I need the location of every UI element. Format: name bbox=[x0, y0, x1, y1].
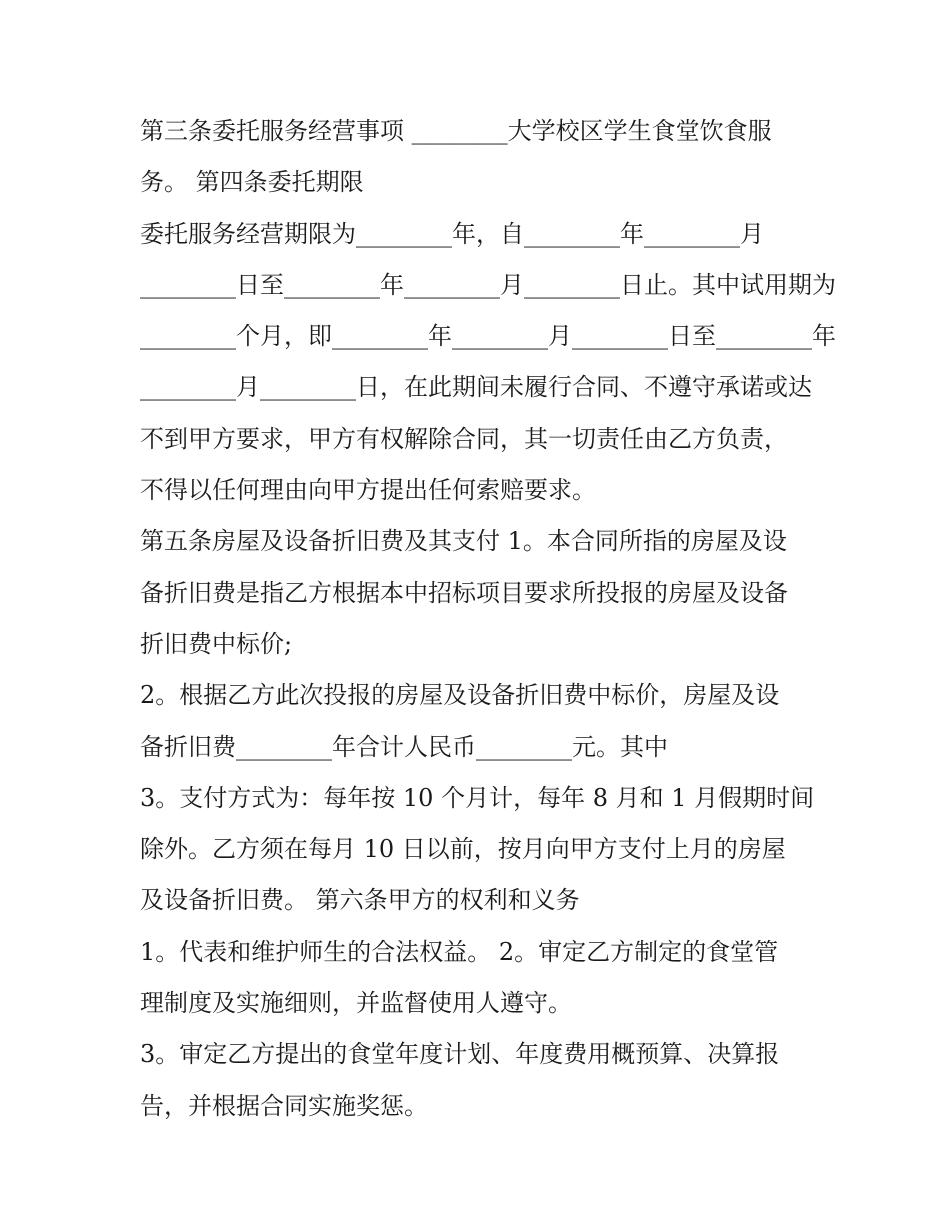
text-line: ________月________日，在此期间未履行合同、不遵守承诺或达 bbox=[140, 373, 812, 402]
text-line: 除外。乙方须在每月 10 日以前，按月向甲方支付上月的房屋 bbox=[140, 835, 786, 864]
text-line: 第五条房屋及设备折旧费及其支付 1。本合同所指的房屋及设 bbox=[140, 527, 787, 556]
text-line: ________个月，即________年________月________日至________年 bbox=[140, 322, 836, 351]
text-line: 不到甲方要求，甲方有权解除合同，其一切责任由乙方负责， bbox=[140, 424, 788, 453]
text-line: 务。 第四条委托期限 bbox=[140, 168, 364, 197]
text-line: 及设备折旧费。 第六条甲方的权利和义务 bbox=[140, 886, 580, 915]
contract-text bbox=[140, 106, 836, 1132]
text-line: 3。审定乙方提出的食堂年度计划、年度费用概预算、决算报 bbox=[140, 1040, 780, 1069]
text-line: 委托服务经营期限为________年，自________年________月 bbox=[140, 219, 764, 248]
text-line: 理制度及实施细则，并监督使用人遵守。 bbox=[140, 989, 572, 1018]
text-line: 第三条委托服务经营事项 ________大学校区学生食堂饮食服 bbox=[140, 117, 772, 145]
text-line: 备折旧费________年合计人民币________元。其中 bbox=[140, 732, 668, 761]
text-line: 3。支付方式为：每年按 10 个月计，每年 8 月和 1 月假期时间 bbox=[140, 783, 815, 812]
text-line: 不得以任何理由向甲方提出任何索赔要求。 bbox=[140, 476, 596, 505]
text-line: 1。代表和维护师生的合法权益。 2。审定乙方制定的食堂管 bbox=[140, 937, 779, 966]
text-line: ________日至________年________月________日止。其中试用期为 bbox=[140, 270, 836, 299]
text-line: 备折旧费是指乙方根据本中招标项目要求所投报的房屋及设备 bbox=[140, 578, 788, 607]
text-line: 告，并根据合同实施奖惩。 bbox=[140, 1091, 428, 1120]
text-line: 折旧费中标价; bbox=[140, 629, 293, 658]
text-line: 2。根据乙方此次投报的房屋及设备折旧费中标价，房屋及设 bbox=[140, 681, 780, 710]
